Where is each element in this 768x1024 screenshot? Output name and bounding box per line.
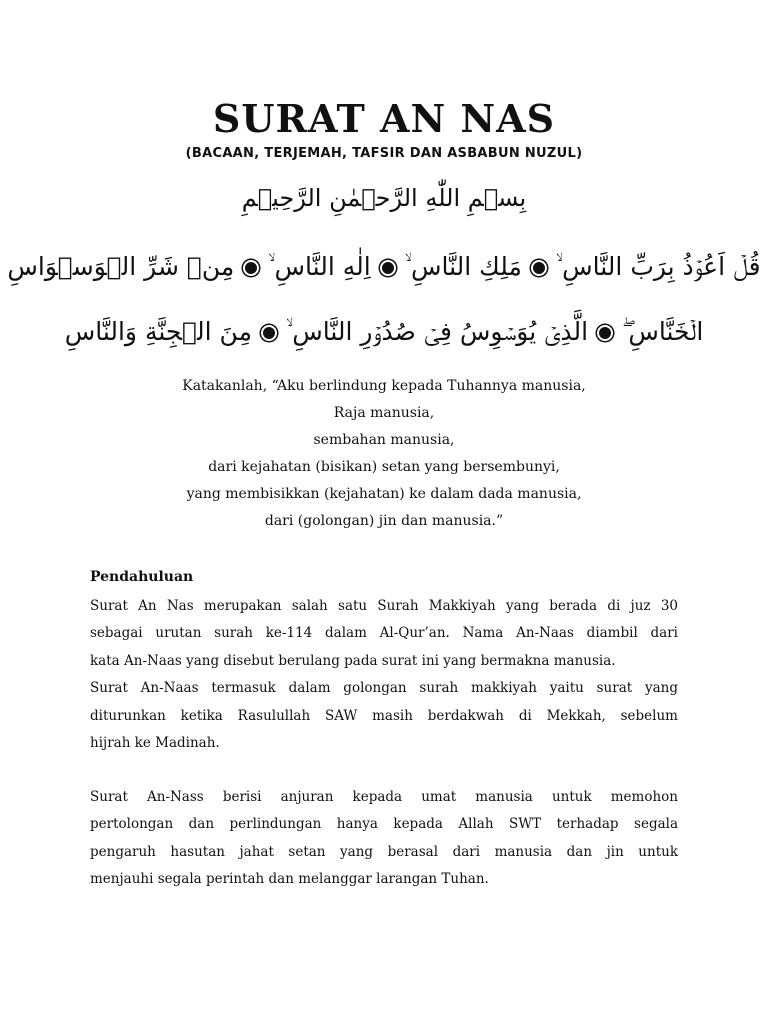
verse-2: مَلِكِ النَّاسِ ۙ — [404, 252, 522, 281]
translation-line: dari (golongan) jin dan manusia.” — [264, 513, 504, 529]
verse-3: اِلٰهِ النَّاسِ ۙ — [268, 252, 371, 281]
paragraph-line: Surat An-Naas termasuk dalam golongan surah makkiyah yaitu surat yang — [90, 680, 678, 697]
arabic-verse-line-1 — [0, 244, 768, 290]
page-subtitle: (BACAAN, TERJEMAH, TAFSIR DAN ASBABUN NUZUL) — [185, 146, 583, 161]
paragraph-line: pertolongan dan perlindungan hanya kepada Allah SWT terhadap segala — [90, 816, 678, 833]
translation-line: yang membisikkan (kejahatan) ke dalam dada manusia, — [186, 486, 582, 502]
translation-line: dari kejahatan (bisikan) setan yang bersembunyi, — [208, 459, 560, 475]
translation-line: sembahan manusia, — [313, 432, 455, 448]
arabic-verse-line-2 — [0, 309, 768, 355]
intro-paragraph-2 — [90, 784, 678, 894]
paragraph-line: Surat An-Nass berisi anjuran kepada umat manusia untuk memohon — [90, 789, 678, 805]
ayah-end-marker — [380, 260, 396, 276]
intro-paragraph-1 — [90, 593, 678, 757]
paragraph-line: menjauhi segala perintah dan melanggar larangan Tuhan. — [90, 871, 489, 888]
paragraph-line: pengaruh hasutan jahat setan yang berasal dari manusia dan jin untuk — [90, 843, 678, 860]
verse-4-end: الۡخَنَّاسِ ۖ — [622, 317, 704, 346]
paragraph-line: hijrah ke Madinah. — [90, 735, 220, 752]
translation-block — [0, 373, 768, 535]
translation-line: Raja manusia, — [333, 405, 435, 421]
paragraph-line: sebagai urutan surah ke-114 dalam Al-Qur’an. Nama An-Naas diambil dari — [90, 625, 678, 642]
paragraph-line: kata An-Naas yang disebut berulang pada surat ini yang bermakna manusia. — [90, 652, 616, 669]
verse-4-start: مِنۡ شَرِّ الۡوَسۡوَاسِ — [7, 252, 235, 281]
basmalah: بِسۡمِ اللّٰهِ الرَّحۡمٰنِ الرَّحِيۡمِ — [241, 184, 527, 212]
verse-1: قُلۡ اَعُوۡذُ بِرَبِّ النَّاسِ ۙ — [555, 252, 761, 281]
ayah-end-marker — [243, 260, 259, 276]
ayah-end-marker — [531, 260, 547, 276]
translation-line: Katakanlah, “Aku berlindung kepada Tuhannya manusia, — [182, 378, 586, 394]
verse-5: الَّذِىۡ يُوَسۡوِسُ فِىۡ صُدُوۡرِ النَّاسِ ۙ — [285, 317, 589, 346]
ayah-end-marker — [261, 325, 277, 341]
paragraph-line: Surat An Nas merupakan salah satu Surah Makkiyah yang berada di juz 30 — [90, 598, 678, 614]
page-title: SURAT AN NAS — [212, 96, 556, 141]
section-heading: Pendahuluan — [90, 569, 194, 585]
ayah-end-marker — [597, 325, 613, 341]
verse-6: مِنَ الۡجِنَّةِ وَالنَّاسِ — [64, 317, 252, 346]
paragraph-line: diturunkan ketika Rasulullah SAW masih berdakwah di Mekkah, sebelum — [90, 707, 678, 724]
